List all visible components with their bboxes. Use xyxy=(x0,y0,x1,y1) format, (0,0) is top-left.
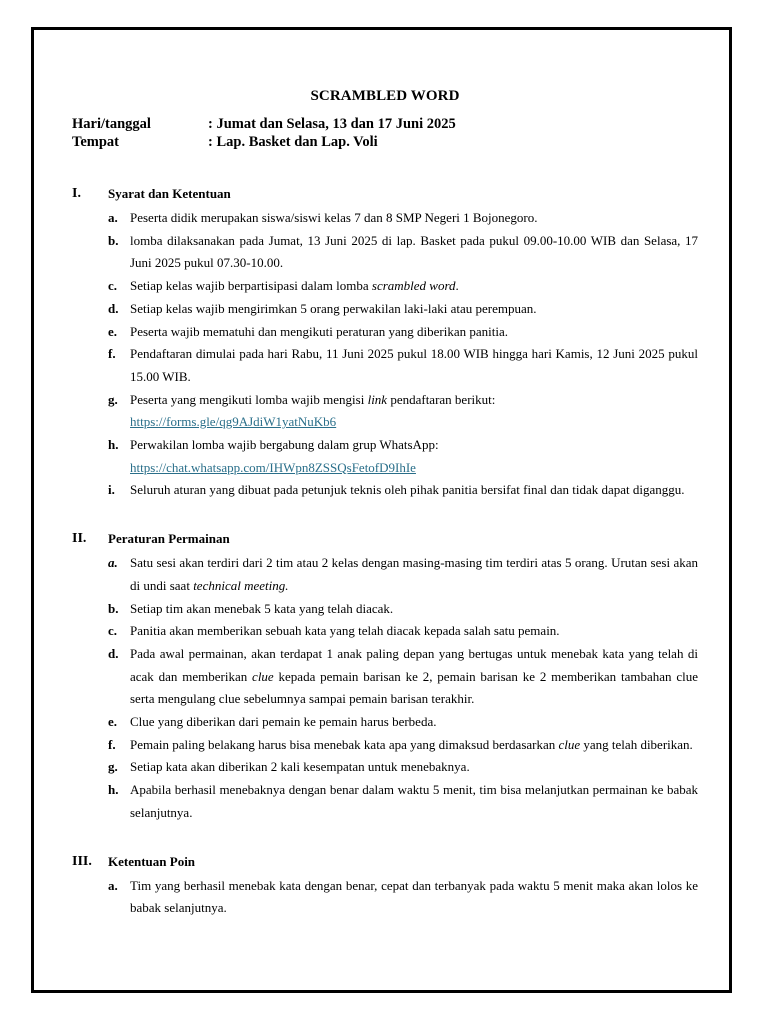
item-text-main: Clue yang diberikan dari pemain ke pemain harus berbeda. xyxy=(130,714,437,730)
item-letter: i. xyxy=(108,482,115,498)
item-letter: d. xyxy=(108,300,119,316)
item-text-main: Apabila berhasil menebaknya dengan benar dalam waktu 5 menit, tim bisa melanjutkan permainan ke babak selanjutnya. xyxy=(130,782,698,820)
document-title: SCRAMBLED WORD xyxy=(310,88,460,104)
list-item xyxy=(108,598,698,621)
list-item xyxy=(108,756,698,779)
item-letter: a. xyxy=(108,210,118,225)
list-item xyxy=(108,207,698,230)
meta-label: Hari/tanggal xyxy=(72,116,151,132)
item-list xyxy=(108,552,698,824)
item-text-italic: clue xyxy=(558,736,581,752)
item-text-after: yang telah diberikan. xyxy=(580,736,693,752)
list-item xyxy=(108,479,698,502)
item-text xyxy=(130,711,698,734)
item-text-main: Setiap tim akan menebak 5 kata yang telah diacak. xyxy=(130,600,394,616)
list-item xyxy=(108,275,698,298)
section xyxy=(72,853,698,920)
item-text-italic: technical meeting. xyxy=(193,577,289,593)
item-letter: e. xyxy=(108,714,118,730)
item-text xyxy=(130,756,698,779)
item-text xyxy=(130,434,698,479)
item-text-main: Pendaftaran dimulai pada hari Rabu, 11 Juni 2025 pukul 18.00 WIB hingga hari Kamis, 12 Juni 2025 pukul 15.00 WIB. xyxy=(130,346,698,384)
item-text-after: pendaftaran berikut: xyxy=(387,391,496,407)
list-item xyxy=(108,343,698,388)
item-letter: f. xyxy=(108,346,116,362)
item-text xyxy=(130,207,698,230)
section-number: I. xyxy=(72,186,81,201)
meta-value: : Jumat dan Selasa, 13 dan 17 Juni 2025 xyxy=(208,116,456,132)
item-text xyxy=(130,343,698,388)
item-letter: b. xyxy=(108,232,119,248)
item-text-main: Setiap kelas wajib berpartisipasi dalam lomba xyxy=(130,278,372,294)
item-text xyxy=(130,875,698,920)
list-item xyxy=(108,552,698,597)
sections xyxy=(72,185,698,920)
item-text-main: Seluruh aturan yang dibuat pada petunjuk teknis oleh pihak panitia bersifat final dan tidak dapat diganggu. xyxy=(130,482,685,498)
list-item xyxy=(108,734,698,757)
item-list xyxy=(108,207,698,502)
item-text xyxy=(130,298,698,321)
item-text-main: Peserta yang mengikuti lomba wajib mengisi xyxy=(130,391,368,407)
section xyxy=(72,530,698,824)
item-text-italic: link xyxy=(367,391,388,407)
list-item xyxy=(108,389,698,434)
item-text-main: Peserta didik merupakan siswa/siswi kelas 7 dan 8 SMP Negeri 1 Bojonegoro. xyxy=(130,210,538,225)
item-letter: g. xyxy=(108,391,118,407)
item-text xyxy=(130,479,698,502)
item-text-main: Tim yang berhasil menebak kata dengan benar, cepat dan terbanyak pada waktu 5 menit maka akan lolos ke babak selanjutnya. xyxy=(130,877,698,916)
item-text-main: lomba dilaksanakan pada Jumat, 13 Juni 2025 di lap. Basket pada pukul 09.00-10.00 WIB dan Selasa, 17 Juni 2025 pukul 07.30-10.00. xyxy=(130,232,698,271)
list-item xyxy=(108,643,698,711)
item-letter: a. xyxy=(108,877,118,893)
item-list xyxy=(108,875,698,920)
item-text-after: kepada pemain barisan ke 2, pemain barisan ke 2 memberikan tambahan clue serta mengulang clue sebelumnya sampai pemain barisan terakhir. xyxy=(130,668,698,707)
item-text xyxy=(130,779,698,824)
list-item xyxy=(108,321,698,344)
item-letter: f. xyxy=(108,736,116,752)
item-text-main: Setiap kata akan diberikan 2 kali kesempatan untuk menebaknya. xyxy=(130,759,470,775)
meta-row xyxy=(72,133,698,151)
item-text xyxy=(130,643,698,711)
event-info xyxy=(72,115,698,151)
item-letter: a. xyxy=(108,555,118,571)
section-heading xyxy=(72,853,698,871)
item-letter: d. xyxy=(108,645,119,661)
item-text-italic: clue xyxy=(252,668,274,684)
item-text xyxy=(130,321,698,344)
item-text xyxy=(130,230,698,275)
item-letter: h. xyxy=(108,782,119,798)
item-letter: b. xyxy=(108,600,119,616)
item-text-italic: scrambled word xyxy=(371,278,456,294)
section-title: Ketentuan Poin xyxy=(108,853,196,869)
item-text-main: Pada awal permainan, akan terdapat 1 anak paling depan yang bertugas untuk menebak kata yang telah di acak dan memberikan xyxy=(130,645,698,684)
item-letter: c. xyxy=(108,278,118,294)
item-letter: e. xyxy=(108,323,118,339)
list-item xyxy=(108,711,698,734)
item-text xyxy=(130,275,698,298)
meta-value: : Lap. Basket dan Lap. Voli xyxy=(208,134,378,150)
document-body xyxy=(72,88,698,920)
item-letter: c. xyxy=(108,623,118,639)
item-letter: g. xyxy=(108,759,118,775)
item-letter: h. xyxy=(108,437,119,453)
item-text-after: . xyxy=(455,278,459,294)
item-text-main: Pemain paling belakang harus bisa menebak kata apa yang dimaksud berdasarkan xyxy=(130,736,559,752)
section-heading xyxy=(72,185,698,203)
list-item xyxy=(108,620,698,643)
meta-label: Tempat xyxy=(72,134,119,150)
section-heading xyxy=(72,530,698,548)
section-number: II. xyxy=(72,531,87,547)
item-link[interactable]: https://forms.gle/qg9AJdiW1yatNuKb6 xyxy=(130,414,337,430)
section-number: III. xyxy=(72,853,92,869)
list-item xyxy=(108,779,698,824)
section-title: Syarat dan Ketentuan xyxy=(108,186,231,201)
meta-row xyxy=(72,115,698,133)
item-text-main: Perwakilan lomba wajib bergabung dalam grup WhatsApp: xyxy=(130,437,439,453)
item-text xyxy=(130,620,698,643)
section-title: Peraturan Permainan xyxy=(108,531,230,547)
item-text xyxy=(130,389,698,434)
item-text-main: Peserta wajib mematuhi dan mengikuti peraturan yang diberikan panitia. xyxy=(130,323,508,339)
list-item xyxy=(108,875,698,920)
item-text-main: Panitia akan memberikan sebuah kata yang telah diacak kepada salah satu pemain. xyxy=(130,623,560,639)
item-text xyxy=(130,734,698,757)
list-item xyxy=(108,298,698,321)
item-text xyxy=(130,598,698,621)
list-item xyxy=(108,434,698,479)
item-text-main: Setiap kelas wajib mengirimkan 5 orang perwakilan laki-laki atau perempuan. xyxy=(130,300,537,316)
item-text-main: Satu sesi akan terdiri dari 2 tim atau 2 kelas dengan masing-masing tim terdiri atas 5 orang. Urutan sesi akan di undi saat xyxy=(130,555,698,593)
list-item xyxy=(108,230,698,275)
item-link[interactable]: https://chat.whatsapp.com/IHWpn8ZSSQsFetofD9IhIe xyxy=(130,459,416,475)
section xyxy=(72,185,698,502)
item-text xyxy=(130,552,698,597)
